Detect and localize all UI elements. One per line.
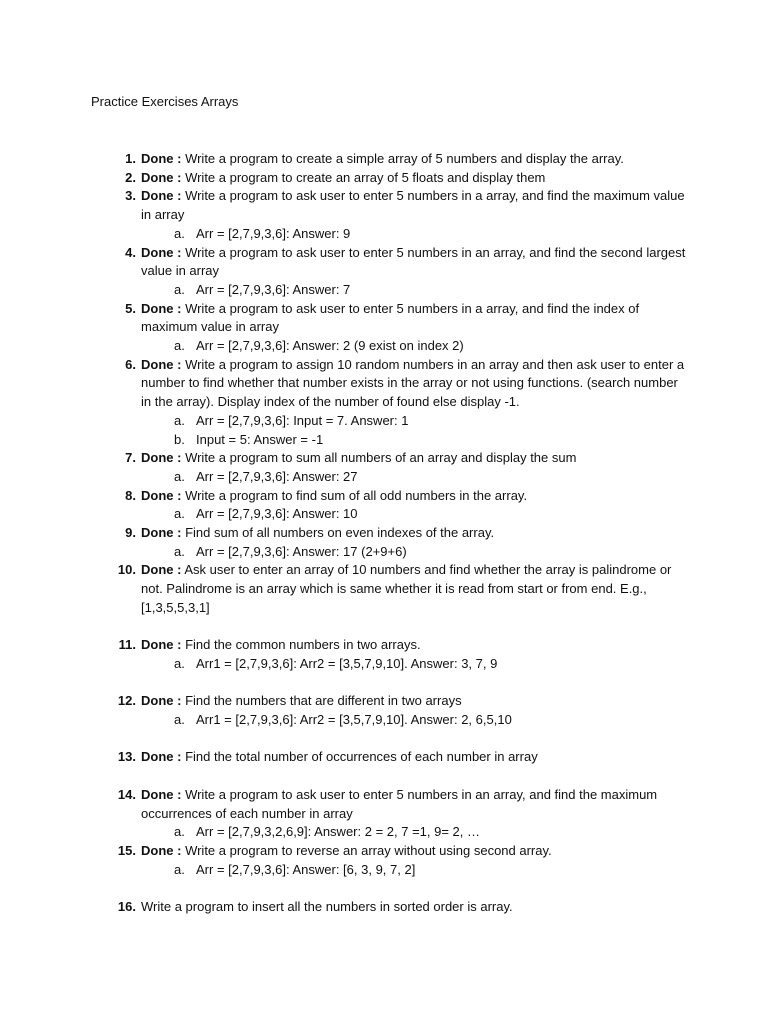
exercise-description: Find the common numbers in two arrays. — [181, 637, 421, 653]
example-letter: a. — [174, 861, 185, 877]
exercise-item — [0, 561, 768, 617]
exercise-item — [0, 487, 768, 506]
example-letter: b. — [174, 431, 185, 447]
exercise-number: 2. — [125, 169, 136, 185]
exercise-item — [0, 187, 768, 224]
exercise-item — [0, 356, 768, 412]
exercise-item — [0, 449, 768, 468]
example-letter: a. — [174, 281, 185, 297]
exercise-item — [0, 692, 768, 711]
example-item — [174, 543, 696, 562]
exercise-description: Write a program to assign 10 random numbers in an array and then ask user to enter a number to find whether that number exists in the array or not using functions. (search number in the array). Display index of the number of found else display -1. — [141, 356, 685, 410]
exercise-description: Write a program to ask user to enter 5 numbers in a array, and find the maximum value in array — [141, 188, 685, 223]
example-letter: a. — [174, 712, 185, 728]
exercise-number: 15. — [117, 842, 136, 858]
example-text: Arr1 = [2,7,9,3,6]: Arr2 = [3,5,7,9,10]. Answer: 2, 6,5,10 — [196, 712, 512, 728]
exercise-text — [141, 561, 686, 617]
exercise-description: Write a program to create a simple array of 5 numbers and display the array. — [181, 151, 624, 166]
exercise-item — [0, 300, 768, 337]
example-item — [174, 655, 696, 674]
exercise-item — [0, 786, 768, 823]
exercise-item — [0, 636, 768, 655]
example-item — [174, 337, 696, 356]
exercise-item — [0, 898, 768, 917]
exercise-description: Write a program to ask user to enter 5 numbers in a array, and find the index of maximum value in array — [141, 300, 640, 335]
exercise-text — [141, 786, 686, 823]
done-label: Done : — [141, 450, 182, 466]
exercise-description: Write a program to sum all numbers of an array and display the sum — [181, 450, 577, 466]
blank-line — [0, 879, 768, 898]
example-letter: a. — [174, 543, 185, 559]
exercise-description: Write a program to find sum of all odd numbers in the array. — [181, 487, 528, 503]
example-letter: a. — [174, 655, 185, 671]
done-label: Done : — [141, 169, 182, 185]
exercise-text — [141, 187, 686, 224]
exercise-text — [141, 169, 686, 188]
example-text: Arr = [2,7,9,3,6]: Answer: 10 — [196, 506, 358, 522]
example-letter: a. — [174, 225, 185, 241]
example-item — [174, 711, 696, 730]
blank-line — [0, 618, 768, 637]
exercise-text — [141, 356, 686, 412]
example-item — [174, 281, 696, 300]
done-label: Done : — [141, 487, 182, 503]
example-text: Arr = [2,7,9,3,6]: Answer: 9 — [196, 225, 351, 241]
example-item — [174, 823, 696, 842]
exercise-number: 14. — [117, 786, 136, 802]
exercise-description: Write a program to reverse an array without using second array. — [181, 842, 552, 858]
example-item — [174, 412, 696, 431]
done-label: Done : — [141, 300, 182, 316]
exercise-text — [141, 692, 686, 711]
done-label: Done : — [141, 637, 182, 653]
example-item — [174, 505, 696, 524]
exercise-text — [141, 244, 686, 281]
exercise-number: 10. — [117, 562, 136, 578]
blank-line — [0, 730, 768, 749]
example-text: Arr = [2,7,9,3,6]: Answer: 2 (9 exist on index 2) — [196, 338, 464, 354]
exercise-description: Write a program to create an array of 5 floats and display them — [181, 169, 546, 185]
done-label: Done : — [141, 693, 182, 709]
example-item — [174, 225, 696, 244]
exercise-number: 3. — [125, 188, 136, 204]
exercise-list — [0, 150, 768, 917]
example-item — [174, 861, 696, 880]
exercise-description: Write a program to ask user to enter 5 numbers in an array, and find the second largest value in array — [141, 244, 686, 279]
done-label: Done : — [141, 356, 182, 372]
done-label: Done : — [141, 244, 182, 260]
example-letter: a. — [174, 338, 185, 354]
done-label: Done : — [141, 749, 182, 765]
exercise-number: 6. — [125, 356, 136, 372]
example-text: Input = 5: Answer = -1 — [196, 431, 324, 447]
exercise-number: 13. — [117, 749, 136, 765]
exercise-number: 8. — [125, 487, 136, 503]
exercise-number: 5. — [125, 300, 136, 316]
done-label: Done : — [141, 151, 182, 166]
example-letter: a. — [174, 506, 185, 522]
exercise-text — [141, 842, 686, 861]
exercise-number: 7. — [125, 450, 136, 466]
exercise-text — [141, 748, 686, 767]
example-letter: a. — [174, 824, 185, 840]
example-text: Arr = [2,7,9,3,6]: Answer: 7 — [196, 281, 351, 297]
example-item — [174, 431, 696, 450]
exercise-item — [0, 150, 768, 169]
exercise-text — [141, 150, 686, 169]
exercise-text — [141, 487, 686, 506]
exercise-number: 11. — [118, 637, 136, 653]
done-label: Done : — [141, 842, 182, 858]
exercise-number: 12. — [117, 693, 136, 709]
exercise-description: Find sum of all numbers on even indexes of the array. — [181, 525, 495, 541]
exercise-number: 16. — [117, 899, 136, 915]
exercise-description: Find the numbers that are different in two arrays — [181, 693, 462, 709]
done-label: Done : — [141, 188, 182, 204]
exercise-text — [141, 898, 686, 917]
example-text: Arr1 = [2,7,9,3,6]: Arr2 = [3,5,7,9,10]. Answer: 3, 7, 9 — [196, 655, 498, 671]
example-text: Arr = [2,7,9,3,6]: Answer: 17 (2+9+6) — [196, 543, 407, 559]
example-text: Arr = [2,7,9,3,6]: Input = 7. Answer: 1 — [196, 412, 409, 428]
exercise-number: 4. — [125, 244, 136, 260]
exercise-text — [141, 300, 686, 337]
done-label: Done : — [141, 562, 182, 578]
example-item — [174, 468, 696, 487]
exercise-item — [0, 842, 768, 861]
blank-line — [0, 674, 768, 693]
exercise-item — [0, 169, 768, 188]
done-label: Done : — [141, 786, 182, 802]
exercise-item — [0, 244, 768, 281]
exercise-text — [141, 636, 686, 655]
blank-line — [0, 767, 768, 786]
exercise-item — [0, 524, 768, 543]
exercise-item — [0, 748, 768, 767]
done-label: Done : — [141, 525, 182, 541]
exercise-text — [141, 449, 686, 468]
example-text: Arr = [2,7,9,3,6]: Answer: 27 — [196, 468, 358, 484]
example-letter: a. — [174, 468, 185, 484]
exercise-description: Write a program to insert all the numbers in sorted order is array. — [141, 899, 513, 915]
exercise-text — [141, 524, 686, 543]
exercise-number: 1. — [125, 151, 136, 166]
example-letter: a. — [174, 412, 185, 428]
exercise-description: Ask user to enter an array of 10 numbers and find whether the array is palindrome or not. Palindrome is an array which is same whether it is read from start or from end. E.g., [1,3,5,5,3,1] — [141, 562, 672, 615]
document-title: Practice Exercises Arrays — [91, 94, 239, 109]
exercise-number: 9. — [125, 525, 136, 541]
example-text: Arr = [2,7,9,3,2,6,9]: Answer: 2 = 2, 7 =1, 9= 2, … — [196, 824, 481, 840]
exercise-description: Find the total number of occurrences of each number in array — [181, 749, 538, 765]
exercise-description: Write a program to ask user to enter 5 numbers in an array, and find the maximum occurrences of each number in array — [141, 786, 658, 821]
example-text: Arr = [2,7,9,3,6]: Answer: [6, 3, 9, 7, 2] — [196, 861, 416, 877]
